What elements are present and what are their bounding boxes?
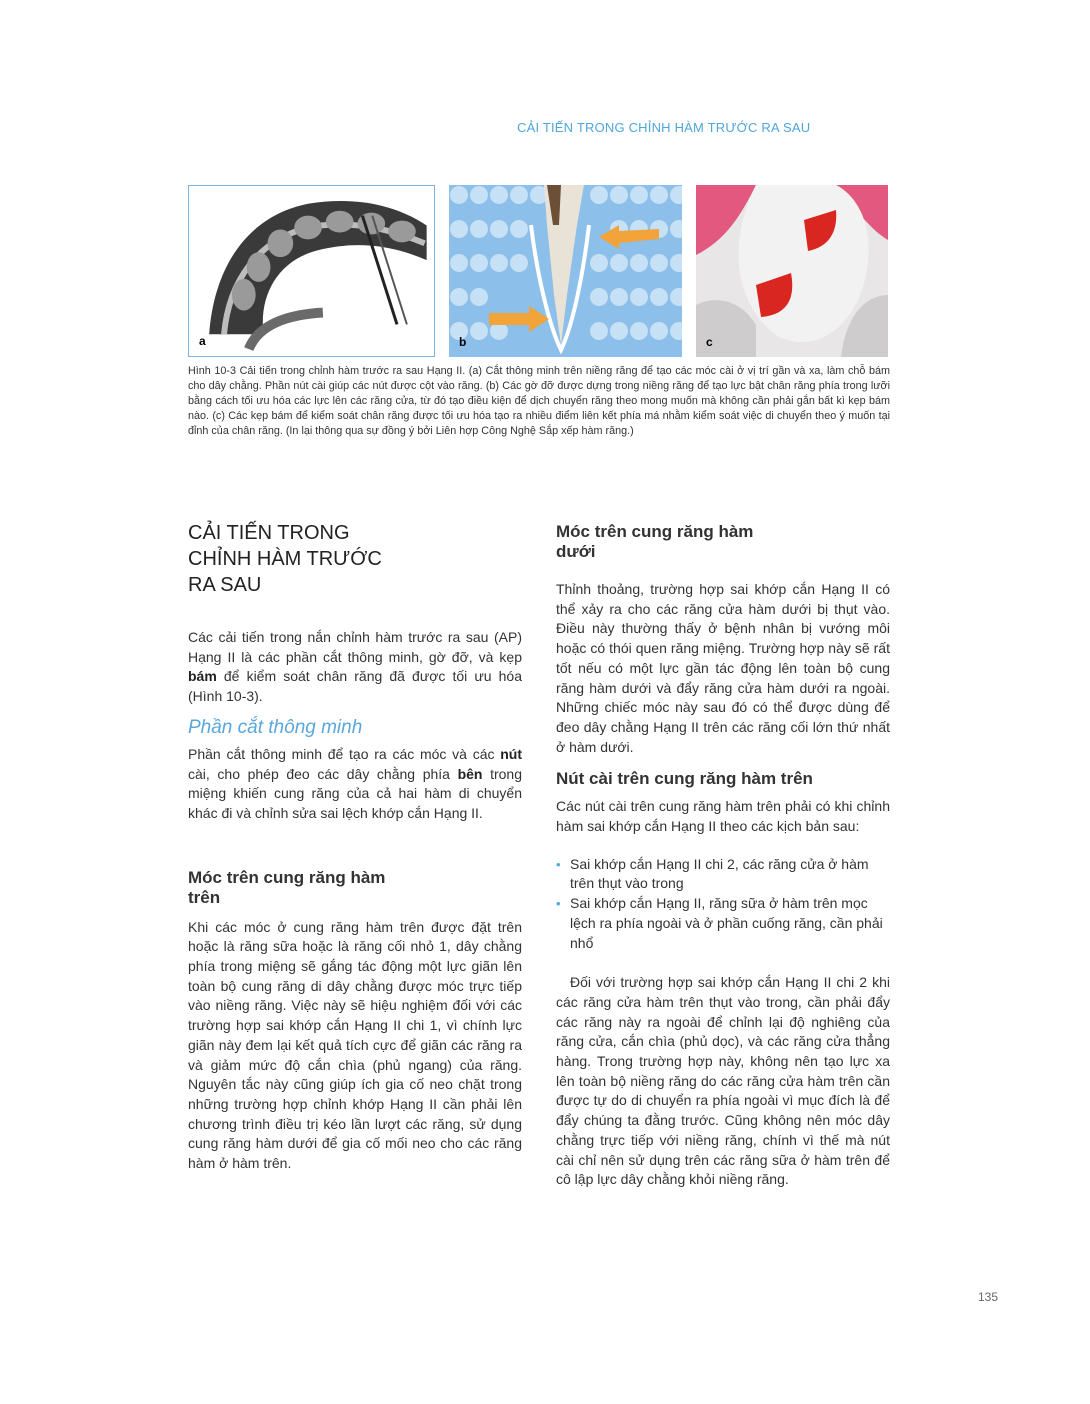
attachment-illustration — [696, 185, 888, 357]
intro-text-a: Các cải tiến trong nắn chỉnh hàm trước ra sau (AP) Hạng II là các phần cắt thông minh, gờ đỡ, và kẹp — [188, 629, 522, 665]
smart-cut-text-a: Phần cắt thông minh để tạo ra các móc và các — [188, 745, 501, 762]
intro-text-b: để kiểm soát chân răng đã được tối ưu hóa (Hình 10-3). — [188, 668, 522, 705]
upper-hook-paragraph: Khi các móc ở cung răng hàm trên được đặt trên hoặc là răng sữa hoặc là răng cối nhỏ 1, dây chằng phía trong miệng sẽ gắng tác động một lực giãn lên toàn bộ cung răng di dây chằng được móc trực tiếp vào niềng răng. Việc này sẽ hiệu nghiệm đối với các trường hợp sai khớp cắn Hạng II chi 1, vì chính lực giãn này đem lại kết quả tích cực để giãn các răng ra và giảm mức độ cắn chìa (phủ ngang) của răng. Nguyên tắc này cũng giúp ích gia cố neo chặt trong những trường hợp chỉnh khớp Hạng II cần phải lên chương trình điều trị kéo lần lượt các răng, sử dụng cung răng hàm dưới để gia cố mối neo cho các răng hàm ở hàm trên. — [188, 918, 522, 1172]
smart-cut-heading: Phần cắt thông minh — [188, 716, 363, 738]
lower-hook-paragraph: Thỉnh thoảng, trường hợp sai khớp cắn Hạng II có thể xảy ra cho các răng cửa hàm dưới bị thụt vào. Điều này thường thấy ở bệnh nhân bị vướng môi hoặc có thói quen răng miệng. Trường hợp này sẽ rất tốt nếu có một lực gần tác động lên toàn bộ cung răng hàm dưới và đẩy răng cửa hàm dưới ra ngoài. Những chiếc móc này sau đó có thể được dùng để đeo dây chằng Hạng II trên các răng cối lớn thứ nhất ở hàm dưới. — [556, 581, 890, 755]
list-item: • Sai khớp cắn Hạng II chi 2, các răng cửa ở hàm trên thụt vào trong — [556, 855, 890, 894]
figure-b-tooth-diagram — [449, 185, 682, 357]
intro-paragraph — [188, 628, 522, 707]
smart-cut-text-c: trong miệng khiến cung răng của cả hai hàm di chuyển khác đi và chỉnh sửa sai lệch khớp cắn Hạng II. — [188, 765, 522, 821]
figure-letter-b: b — [459, 335, 467, 349]
section-title — [188, 520, 408, 598]
section-title-line-3: RA SAU — [188, 574, 262, 596]
lower-hook-heading — [556, 522, 890, 562]
figure-c-attachment-render — [696, 185, 888, 357]
section-title-line-2: CHỈNH HÀM TRƯỚC — [188, 548, 382, 570]
lower-hook-heading-line-1: Móc trên cung răng hàm — [556, 522, 754, 541]
right-column — [556, 520, 890, 1190]
page-number: 135 — [978, 1290, 999, 1304]
button-heading: Nút cài trên cung răng hàm trên — [556, 769, 813, 789]
smart-cut-paragraph — [188, 745, 522, 824]
upper-hook-heading-line-1: Móc trên cung răng hàm — [188, 867, 386, 887]
closing-paragraph: Đối với trường hợp sai khớp cắn Hạng II chi 2 khi các răng cửa hàm trên thụt vào trong, cần phải đẩy các răng này ra ngoài để chỉnh lại độ nghiêng của răng cửa, cắn chìa (phủ dọc), và các răng cửa thẳng hàng. Trong trường hợp này, không nên tạo lực xa lên toàn bộ niềng răng do các răng cửa hàm trên cần được tự do di chuyển ra phía ngoài vì mục đích là để đẩy chúng ta đằng trước. Cũng không nên móc dây chằng trực tiếp với niềng răng, chính vì thế mà nút cài chỉ nên sử dụng trên các răng sữa ở hàm trên để cô lập lực dây chằng khỏi niềng răng. — [556, 974, 890, 1188]
upper-hook-heading — [188, 868, 522, 908]
list-item: • Sai khớp cắn Hạng II, răng sữa ở hàm trên mọc lệch ra phía ngoài và ở phần cuống răng, cần phải nhổ — [556, 894, 890, 953]
figure-caption: Hình 10-3 Cải tiến trong chỉnh hàm trước ra sau Hạng II. (a) Cắt thông minh trên niềng răng để tạo các móc cài ở vị trí gần và xa, làm chỗ bám cho dây chằng. Phần nút cài giúp các nút được cột vào răng. (b) Các gờ đỡ được dựng trong niềng răng để tạo lực bật chân răng phía trong lưỡi bằng cách tối ưu hóa các lực lên các răng cửa, từ đó tạo điều kiện để dịch chuyển răng theo mong muốn mà không cần phải gắn bất kì kẹp bám nào. (c) Các kẹp bám để kiểm soát chân răng được tối ưu hóa tạo ra nhiều điểm liên kết phía má nhằm kiểm soát việc di chuyển theo ý muốn tại đỉnh của chân răng. (In lại thông qua sự đồng ý bởi Liên hợp Công Nghệ Sắp xếp hàm răng.) — [188, 365, 890, 437]
button-intro-paragraph: Các nút cài trên cung răng hàm trên phải có khi chỉnh hàm sai khớp cắn Hạng II theo các kịch bản sau: — [556, 798, 890, 835]
upper-hook-heading-line-2: trên — [188, 887, 221, 907]
figure-a-aligner-photo — [188, 185, 435, 357]
figure-letter-c: c — [706, 335, 713, 349]
smart-cut-bold-1: nút — [500, 745, 522, 762]
intro-bold: bám — [188, 668, 217, 685]
tooth-force-illustration — [449, 185, 682, 357]
section-title-line-1: CẢI TIẾN TRONG — [188, 522, 350, 544]
smart-cut-text-b: cài, cho phép đeo các dây chằng phía — [188, 765, 458, 782]
lower-hook-heading-line-2: dưới — [556, 542, 596, 561]
smart-cut-bold-2: bên — [457, 765, 483, 782]
left-column — [188, 520, 522, 1174]
scenario-list — [556, 855, 890, 954]
aligner-illustration — [189, 186, 434, 356]
figure-letter-a: a — [199, 334, 206, 348]
running-header: CẢI TIẾN TRONG CHỈNH HÀM TRƯỚC RA SAU — [517, 120, 811, 135]
